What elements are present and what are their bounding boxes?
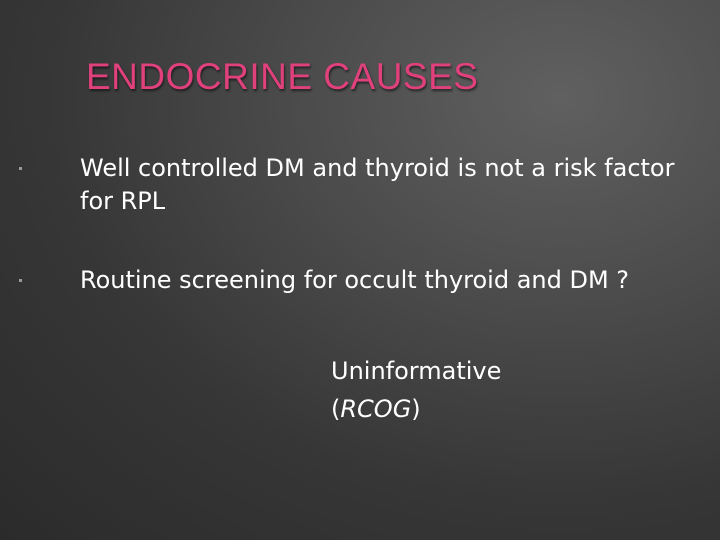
close-parenthesis: ) bbox=[411, 395, 421, 423]
slide-title: ENDOCRINE CAUSES bbox=[86, 56, 479, 97]
open-parenthesis: ( bbox=[331, 395, 341, 423]
bullet-item-routine-screening bbox=[18, 264, 678, 297]
bullet-item-dm-thyroid-risk bbox=[18, 152, 678, 218]
bullet-text: Well controlled DM and thyroid is not a risk factor for RPL bbox=[80, 154, 675, 215]
screening-verdict-note bbox=[331, 352, 501, 428]
source-name: RCOG bbox=[340, 395, 412, 423]
bullet-text: Routine screening for occult thyroid and DM ? bbox=[80, 266, 630, 294]
source-citation bbox=[331, 390, 501, 428]
verdict-text: Uninformative bbox=[331, 357, 502, 385]
bullet-icon bbox=[18, 166, 23, 171]
bullet-list bbox=[18, 152, 678, 343]
bullet-icon bbox=[18, 278, 23, 283]
